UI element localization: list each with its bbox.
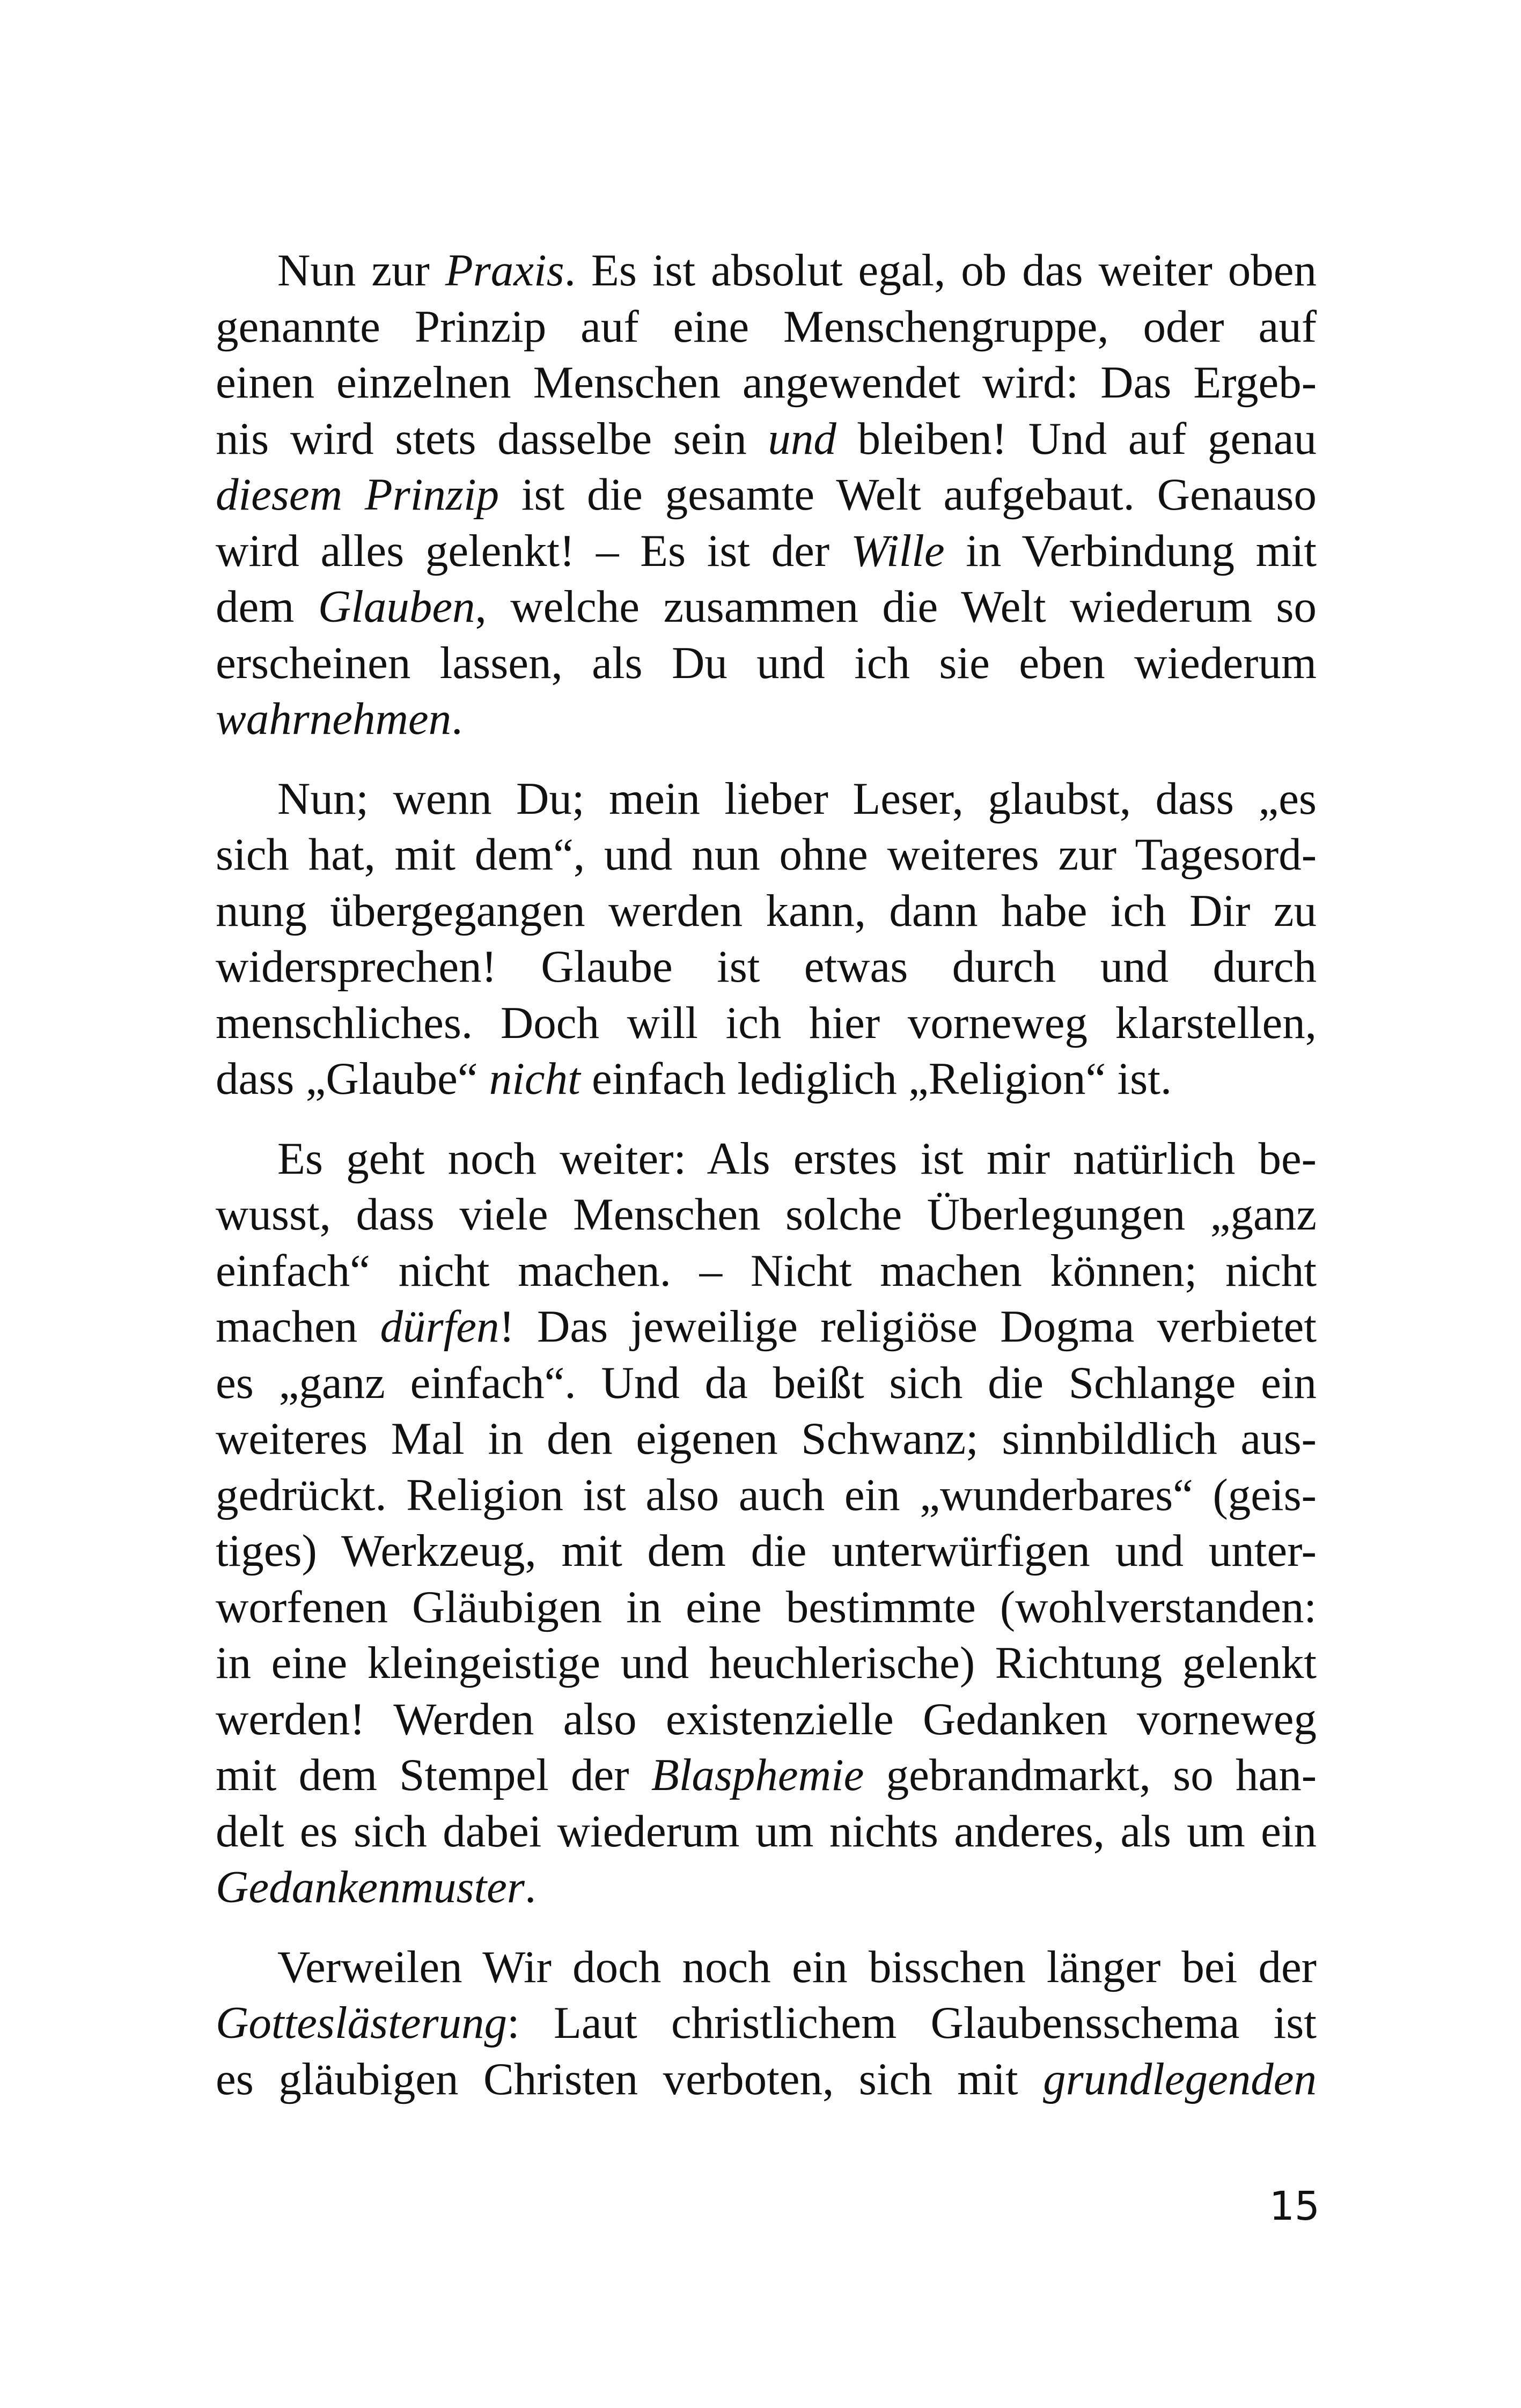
text-segment: delt es sich dabei wiederum um nichts anderes, als um ein bbox=[216, 1806, 1317, 1857]
paragraph bbox=[216, 242, 1317, 747]
page-number: 15 bbox=[1269, 2183, 1320, 2229]
text-segment: widersprechen! Glaube ist etwas durch und durch bbox=[216, 941, 1317, 992]
text-segment: einen einzelnen Menschen angewendet wird: Das Ergeb- bbox=[216, 357, 1317, 408]
italic-text-segment: diesem Prinzip bbox=[216, 469, 499, 520]
text-segment: nung übergegangen werden kann, dann habe ich Dir zu bbox=[216, 885, 1317, 936]
body-text bbox=[216, 242, 1317, 2131]
text-segment: dem bbox=[216, 581, 318, 632]
text-segment: nis wird stets dasselbe sein bbox=[216, 413, 768, 464]
text-line bbox=[216, 939, 1317, 995]
text-segment: werden! Werden also existenzielle Gedanken vorneweg bbox=[216, 1693, 1317, 1744]
italic-text-segment: Gotteslästerung bbox=[216, 1998, 508, 2048]
italic-text-segment: Wille bbox=[850, 525, 945, 576]
text-line bbox=[216, 1051, 1317, 1107]
text-line bbox=[216, 467, 1317, 523]
text-line bbox=[216, 1803, 1317, 1860]
text-line bbox=[216, 1131, 1317, 1187]
text-line bbox=[216, 995, 1317, 1051]
text-segment: sich hat, mit dem“, und nun ohne weiteres zur Tagesord- bbox=[216, 829, 1317, 880]
text-segment: bleiben! Und auf genau bbox=[836, 413, 1317, 464]
text-line bbox=[216, 299, 1317, 355]
text-line bbox=[216, 579, 1317, 635]
text-line bbox=[216, 883, 1317, 939]
text-segment: . bbox=[524, 1862, 537, 1912]
text-line bbox=[216, 1243, 1317, 1299]
text-segment: gedrückt. Religion ist also auch ein „wunderbares“ (geis- bbox=[216, 1469, 1317, 1520]
text-line bbox=[216, 771, 1317, 827]
paragraph bbox=[216, 1131, 1317, 1916]
text-segment: menschliches. Doch will ich hier vorneweg klarstellen, bbox=[216, 997, 1317, 1048]
text-line bbox=[216, 1635, 1317, 1691]
text-line bbox=[216, 1939, 1317, 1995]
text-line bbox=[216, 242, 1317, 299]
italic-text-segment: wahrnehmen bbox=[216, 694, 452, 744]
text-segment: , welche zusammen die Welt wiederum so bbox=[475, 581, 1317, 632]
text-segment: ! Das jeweilige religiöse Dogma verbietet bbox=[499, 1301, 1317, 1352]
text-segment: worfenen Gläubigen in eine bestimmte (wohlverstanden: bbox=[216, 1581, 1317, 1632]
text-segment: einfach lediglich „Religion“ ist. bbox=[580, 1054, 1172, 1104]
paragraph bbox=[216, 1939, 1317, 2108]
text-segment: in Verbindung mit bbox=[944, 525, 1317, 576]
text-line bbox=[216, 1355, 1317, 1411]
italic-text-segment: nicht bbox=[489, 1054, 581, 1104]
italic-text-segment: Glauben bbox=[318, 581, 475, 632]
text-segment: es gläubigen Christen verboten, sich mit bbox=[216, 2053, 1044, 2104]
text-segment: machen bbox=[216, 1301, 380, 1352]
text-line bbox=[216, 523, 1317, 579]
text-segment: ist die gesamte Welt aufgebaut. Genauso bbox=[499, 469, 1317, 520]
text-segment: : Laut christlichem Glaubensschema ist bbox=[507, 1998, 1317, 2048]
text-line bbox=[216, 1467, 1317, 1523]
text-segment: gebrandmarkt, so han- bbox=[864, 1750, 1317, 1800]
text-segment: . bbox=[451, 694, 463, 744]
text-segment: genannte Prinzip auf eine Menschengruppe, oder auf bbox=[216, 301, 1317, 352]
text-segment: erscheinen lassen, als Du und ich sie eben wiederum bbox=[216, 637, 1317, 688]
text-segment: wird alles gelenkt! – Es ist der bbox=[216, 525, 851, 576]
text-line bbox=[216, 635, 1317, 691]
text-line bbox=[216, 1411, 1317, 1467]
text-segment: einfach“ nicht machen. – Nicht machen können; nicht bbox=[216, 1245, 1317, 1296]
text-segment: Verweilen Wir doch noch ein bisschen länger bei der bbox=[277, 1941, 1317, 1992]
text-segment: Es geht noch weiter: Als erstes ist mir natürlich be- bbox=[277, 1133, 1317, 1184]
text-segment: weiteres Mal in den eigenen Schwanz; sinnbildlich aus- bbox=[216, 1413, 1317, 1464]
text-line bbox=[216, 1299, 1317, 1355]
italic-text-segment: Blasphemie bbox=[651, 1750, 864, 1800]
text-line bbox=[216, 411, 1317, 467]
text-segment: mit dem Stempel der bbox=[216, 1750, 651, 1800]
text-line bbox=[216, 355, 1317, 411]
text-line bbox=[216, 1579, 1317, 1636]
italic-text-segment: dürfen bbox=[380, 1301, 499, 1352]
text-line bbox=[216, 827, 1317, 883]
text-segment: Nun; wenn Du; mein lieber Leser, glaubst, dass „es bbox=[277, 773, 1317, 824]
text-segment: dass „Glaube“ bbox=[216, 1054, 489, 1104]
text-segment: . Es ist absolut egal, ob das weiter oben bbox=[564, 245, 1317, 296]
text-line bbox=[216, 1523, 1317, 1579]
text-segment: tiges) Werkzeug, mit dem die unterwürfigen und unter- bbox=[216, 1526, 1317, 1576]
paragraph bbox=[216, 771, 1317, 1107]
text-line bbox=[216, 691, 1317, 747]
text-segment: Nun zur bbox=[277, 245, 445, 296]
text-line bbox=[216, 1747, 1317, 1803]
italic-text-segment: Praxis bbox=[445, 245, 564, 296]
text-segment: in eine kleingeistige und heuchlerische) Richtung gelenkt bbox=[216, 1638, 1317, 1688]
italic-text-segment: Gedankenmuster bbox=[216, 1862, 525, 1912]
text-segment: es „ganz einfach“. Und da beißt sich die Schlange ein bbox=[216, 1357, 1317, 1408]
italic-text-segment: und bbox=[768, 413, 836, 464]
text-segment: wusst, dass viele Menschen solche Überlegungen „ganz bbox=[216, 1189, 1317, 1240]
text-line bbox=[216, 1187, 1317, 1243]
text-line bbox=[216, 2051, 1317, 2108]
italic-text-segment: grundlegenden bbox=[1043, 2053, 1317, 2104]
text-line bbox=[216, 1691, 1317, 1748]
text-line bbox=[216, 1859, 1317, 1916]
text-line bbox=[216, 1995, 1317, 2051]
